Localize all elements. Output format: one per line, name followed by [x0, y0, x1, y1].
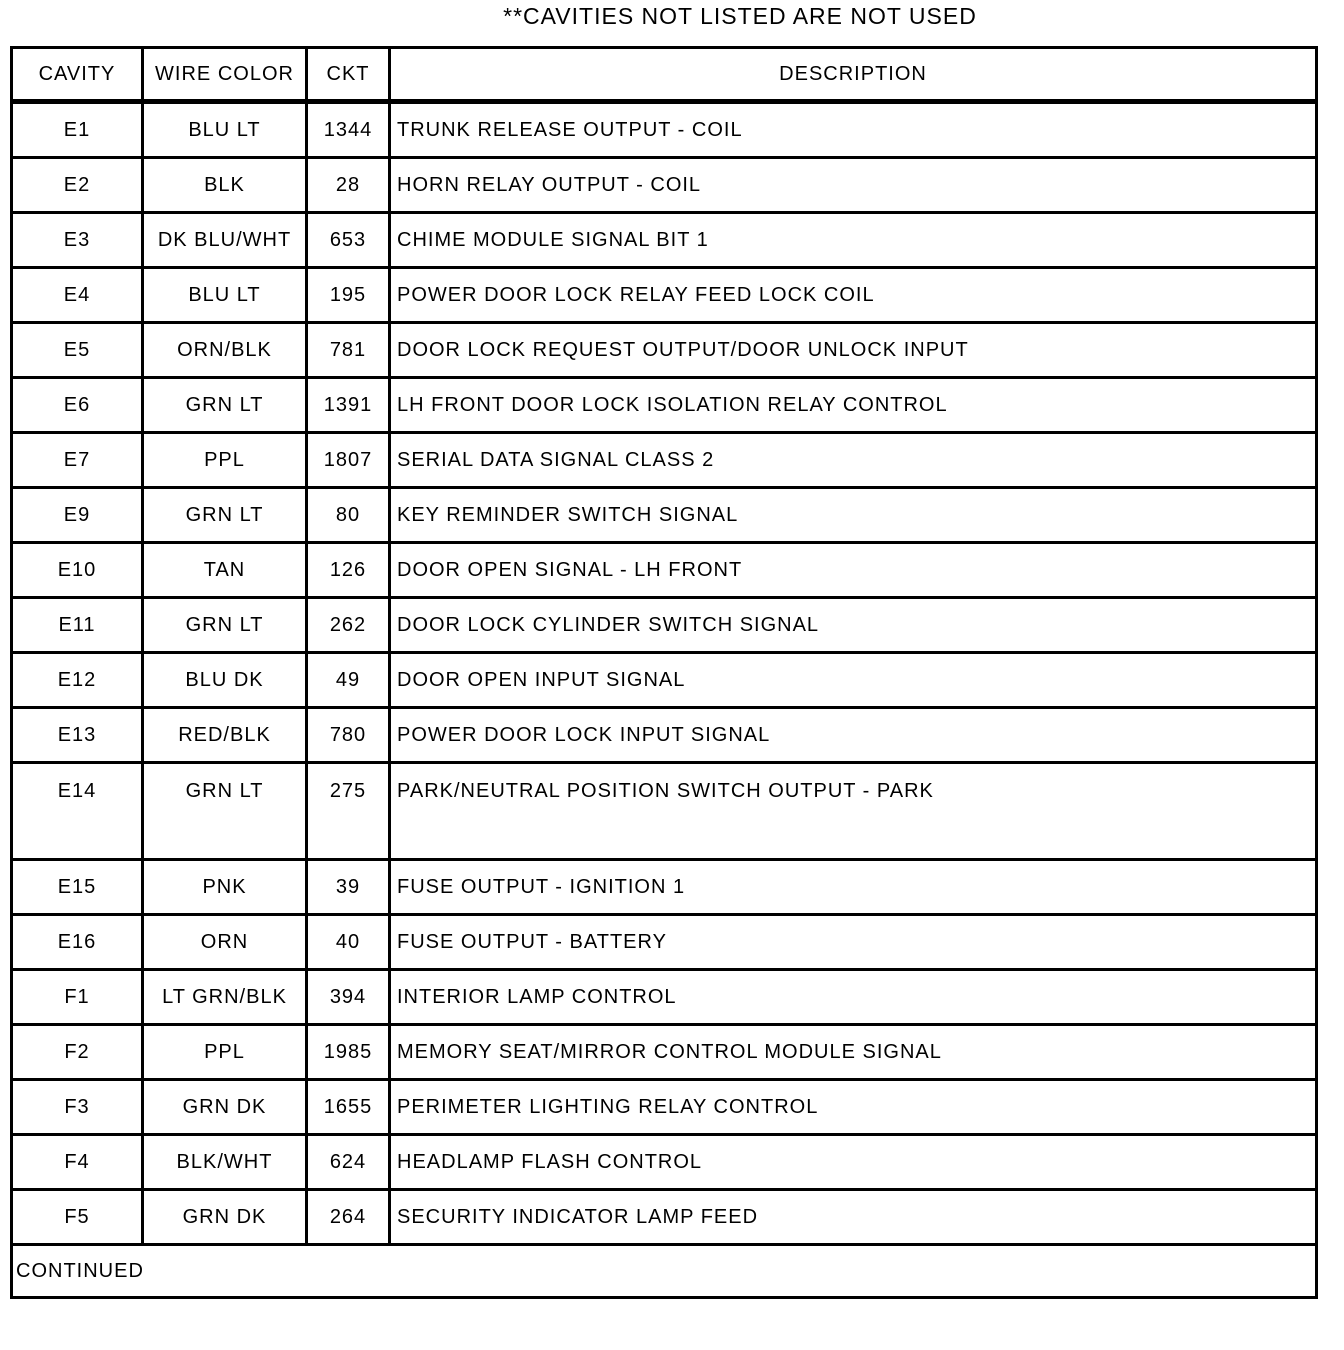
- cavity-cell: F5: [12, 1190, 143, 1245]
- table-row: [12, 1135, 1317, 1190]
- table-header-row: [12, 48, 1317, 102]
- table-row: [12, 860, 1317, 915]
- ckt-cell: 781: [307, 323, 390, 378]
- ckt-cell: 275: [307, 763, 390, 860]
- table-row: [12, 213, 1317, 268]
- cavity-cell: E14: [12, 763, 143, 860]
- table-row: [12, 653, 1317, 708]
- table-row: [12, 158, 1317, 213]
- wire-color-cell: BLU DK: [143, 653, 307, 708]
- cavity-cell: E1: [12, 102, 143, 158]
- cavity-cell: E5: [12, 323, 143, 378]
- ckt-cell: 1344: [307, 102, 390, 158]
- wire-color-cell: LT GRN/BLK: [143, 970, 307, 1025]
- ckt-cell: 1807: [307, 433, 390, 488]
- description-cell: SECURITY INDICATOR LAMP FEED: [390, 1190, 1317, 1245]
- cavity-cell: F4: [12, 1135, 143, 1190]
- cavity-cell: E16: [12, 915, 143, 970]
- description-cell: FUSE OUTPUT - BATTERY: [390, 915, 1317, 970]
- wire-color-cell: BLU LT: [143, 102, 307, 158]
- table-body: [12, 102, 1317, 1245]
- cavity-cell: E2: [12, 158, 143, 213]
- description-cell: FUSE OUTPUT - IGNITION 1: [390, 860, 1317, 915]
- header-cavity: CAVITY: [12, 48, 143, 102]
- connector-pinout-table: [10, 46, 1318, 1299]
- ckt-cell: 1655: [307, 1080, 390, 1135]
- cavity-cell: E15: [12, 860, 143, 915]
- ckt-cell: 126: [307, 543, 390, 598]
- description-cell: PERIMETER LIGHTING RELAY CONTROL: [390, 1080, 1317, 1135]
- description-cell: INTERIOR LAMP CONTROL: [390, 970, 1317, 1025]
- ckt-cell: 195: [307, 268, 390, 323]
- wire-color-cell: PPL: [143, 433, 307, 488]
- wire-color-cell: GRN DK: [143, 1190, 307, 1245]
- continued-label: CONTINUED: [12, 1245, 1317, 1298]
- cavity-cell: E11: [12, 598, 143, 653]
- description-cell: HORN RELAY OUTPUT - COIL: [390, 158, 1317, 213]
- table-row: [12, 488, 1317, 543]
- ckt-cell: 394: [307, 970, 390, 1025]
- table-row: [12, 970, 1317, 1025]
- wire-color-cell: GRN LT: [143, 488, 307, 543]
- wire-color-cell: GRN LT: [143, 763, 307, 860]
- cavity-cell: F3: [12, 1080, 143, 1135]
- wire-color-cell: ORN/BLK: [143, 323, 307, 378]
- wire-color-cell: PNK: [143, 860, 307, 915]
- wire-color-cell: BLK: [143, 158, 307, 213]
- ckt-cell: 28: [307, 158, 390, 213]
- cavity-cell: E6: [12, 378, 143, 433]
- ckt-cell: 262: [307, 598, 390, 653]
- wire-color-cell: GRN LT: [143, 378, 307, 433]
- description-cell: POWER DOOR LOCK RELAY FEED LOCK COIL: [390, 268, 1317, 323]
- description-cell: DOOR OPEN INPUT SIGNAL: [390, 653, 1317, 708]
- description-cell: POWER DOOR LOCK INPUT SIGNAL: [390, 708, 1317, 763]
- table-row: [12, 1080, 1317, 1135]
- description-cell: TRUNK RELEASE OUTPUT - COIL: [390, 102, 1317, 158]
- ckt-cell: 653: [307, 213, 390, 268]
- ckt-cell: 49: [307, 653, 390, 708]
- description-cell: PARK/NEUTRAL POSITION SWITCH OUTPUT - PARK: [390, 763, 1317, 860]
- ckt-cell: 624: [307, 1135, 390, 1190]
- table-row: [12, 708, 1317, 763]
- table-row: [12, 433, 1317, 488]
- wire-color-cell: TAN: [143, 543, 307, 598]
- description-cell: LH FRONT DOOR LOCK ISOLATION RELAY CONTROL: [390, 378, 1317, 433]
- table-row: [12, 1190, 1317, 1245]
- description-cell: MEMORY SEAT/MIRROR CONTROL MODULE SIGNAL: [390, 1025, 1317, 1080]
- table-row: [12, 323, 1317, 378]
- ckt-cell: 40: [307, 915, 390, 970]
- cavity-cell: E9: [12, 488, 143, 543]
- table-row: [12, 598, 1317, 653]
- table-row: [12, 268, 1317, 323]
- ckt-cell: 1391: [307, 378, 390, 433]
- table-row: [12, 378, 1317, 433]
- header-ckt: CKT: [307, 48, 390, 102]
- continued-row: [12, 1245, 1317, 1298]
- description-cell: DOOR OPEN SIGNAL - LH FRONT: [390, 543, 1317, 598]
- wire-color-cell: BLU LT: [143, 268, 307, 323]
- table-row: [12, 543, 1317, 598]
- description-cell: HEADLAMP FLASH CONTROL: [390, 1135, 1317, 1190]
- cavity-cell: E12: [12, 653, 143, 708]
- ckt-cell: 80: [307, 488, 390, 543]
- ckt-cell: 264: [307, 1190, 390, 1245]
- table-row: [12, 102, 1317, 158]
- header-wire-color: WIRE COLOR: [143, 48, 307, 102]
- cavity-cell: E13: [12, 708, 143, 763]
- description-cell: SERIAL DATA SIGNAL CLASS 2: [390, 433, 1317, 488]
- table-row: [12, 763, 1317, 860]
- cavity-cell: E10: [12, 543, 143, 598]
- cavity-cell: E4: [12, 268, 143, 323]
- cavities-note: **CAVITIES NOT LISTED ARE NOT USED: [503, 3, 977, 29]
- cavity-cell: F2: [12, 1025, 143, 1080]
- cavity-cell: E7: [12, 433, 143, 488]
- table-row: [12, 1025, 1317, 1080]
- description-cell: CHIME MODULE SIGNAL BIT 1: [390, 213, 1317, 268]
- wire-color-cell: PPL: [143, 1025, 307, 1080]
- table-row: [12, 915, 1317, 970]
- ckt-cell: 1985: [307, 1025, 390, 1080]
- ckt-cell: 780: [307, 708, 390, 763]
- header-description: DESCRIPTION: [390, 48, 1317, 102]
- wire-color-cell: DK BLU/WHT: [143, 213, 307, 268]
- description-cell: DOOR LOCK CYLINDER SWITCH SIGNAL: [390, 598, 1317, 653]
- wire-color-cell: ORN: [143, 915, 307, 970]
- description-cell: DOOR LOCK REQUEST OUTPUT/DOOR UNLOCK INPUT: [390, 323, 1317, 378]
- cavity-cell: F1: [12, 970, 143, 1025]
- wire-color-cell: GRN LT: [143, 598, 307, 653]
- description-cell: KEY REMINDER SWITCH SIGNAL: [390, 488, 1317, 543]
- ckt-cell: 39: [307, 860, 390, 915]
- cavity-cell: E3: [12, 213, 143, 268]
- wire-color-cell: BLK/WHT: [143, 1135, 307, 1190]
- wire-color-cell: RED/BLK: [143, 708, 307, 763]
- wire-color-cell: GRN DK: [143, 1080, 307, 1135]
